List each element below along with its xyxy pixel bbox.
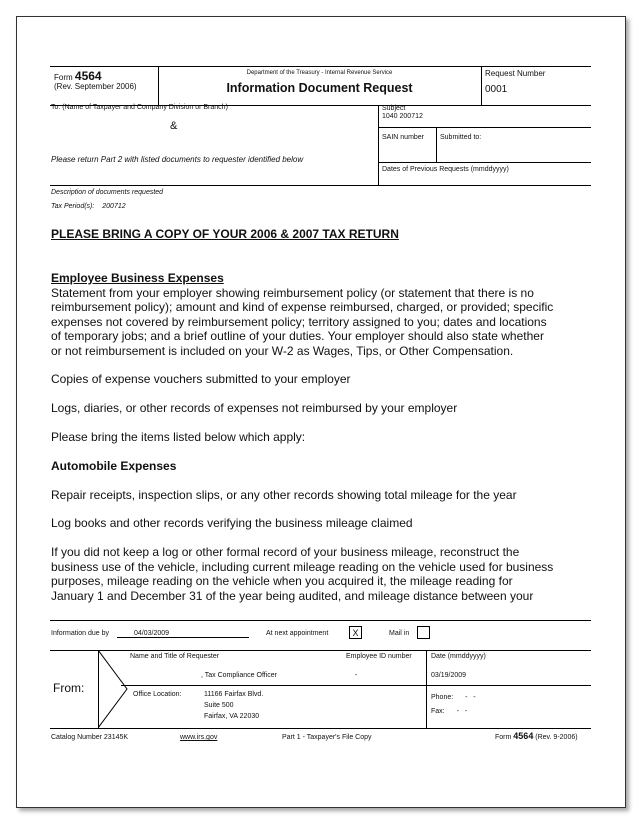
return-note: Please return Part 2 with listed documents to requester identified below (51, 155, 304, 164)
subject-rule (378, 127, 591, 128)
form-id (54, 69, 102, 83)
no-log-line: January 1 and December 31 of the year being audited, and mileage distance between your (51, 588, 534, 603)
from-label: From: (53, 681, 85, 695)
employee-line: expenses not covered by reimbursement policy; territory assigned to you; dates and locations (51, 314, 547, 329)
due-date-underline (117, 637, 249, 638)
sain-label: SAIN number (382, 134, 425, 141)
date-value: 03/19/2009 (431, 672, 467, 679)
phone-value: - - (465, 694, 476, 701)
footer-form-number: 4564 (513, 731, 534, 741)
subject-label: Subject (382, 105, 406, 112)
auto-heading: Automobile Expenses (51, 459, 177, 473)
request-number-label: Request Number (485, 69, 546, 78)
office-line: Fairfax, VA 22030 (204, 713, 260, 720)
date-label: Date (mmddyyyy) (431, 653, 486, 660)
no-log-paragraph (51, 545, 591, 603)
phone (431, 693, 476, 702)
logbooks-item: Log books and other records verifying the business mileage claimed (51, 516, 413, 530)
due-top-rule (50, 620, 591, 621)
form-revision: (Rev. September 2006) (54, 82, 137, 91)
form-number: 4564 (74, 69, 102, 83)
subject-divider (378, 105, 379, 185)
employee-line: or not reimbursement is included on your W-2 as Wages, Tips, or Other Compensation. (51, 343, 514, 358)
phone-label: Phone: (431, 694, 454, 701)
office-line: Suite 500 (204, 702, 234, 709)
office-line: 11166 Fairfax Blvd. (204, 691, 264, 698)
employee-line: of temporary jobs; and a brief outline of your duties. Your employer should also state whether (51, 329, 544, 343)
employee-line: Statement from your employer showing reimbursement policy (or statement that there is no (51, 285, 534, 300)
repair-item: Repair receipts, inspection slips, or any other records showing total mileage for the year (51, 488, 517, 502)
appointment-checkbox[interactable]: X (349, 626, 362, 639)
previous-requests-label: Dates of Previous Requests (mmddyyyy) (382, 166, 509, 173)
to-label: To: (Name of Taxpayer and Company Division or Branch) (51, 104, 228, 111)
date-divider (426, 650, 427, 728)
no-log-line: If you did not keep a log or other formal record of your business mileage, reconstruct the (51, 545, 520, 559)
employee-paragraph (51, 286, 591, 359)
fax-value: - - (456, 708, 468, 715)
tax-period-value: 200712 (102, 203, 126, 210)
subject-value: 1040 200712 (382, 113, 423, 120)
taxpayer-name: & (170, 120, 178, 132)
due-date: 04/03/2009 (134, 630, 170, 637)
fax-label: Fax: (431, 708, 445, 715)
footer-form-id (495, 732, 578, 742)
employee-line: reimbursement policy); amount and kind of expense reimbursed, charged, or provided; specific (51, 300, 554, 314)
tax-period (51, 202, 126, 211)
tax-period-label: Tax Period(s): (51, 203, 95, 210)
employee-id-value: - (355, 672, 358, 679)
please-bring-note: Please bring the items listed below which apply: (51, 430, 306, 444)
requester-value: , Tax Compliance Officer (201, 672, 277, 679)
fax (431, 707, 467, 716)
form-label: Form (54, 73, 73, 82)
header-top-rule (50, 66, 591, 67)
requester-label: Name and Title of Requester (130, 653, 220, 660)
catalog-number: Catalog Number 23145K (51, 734, 129, 741)
previous-rule (378, 162, 591, 163)
request-number: 0001 (485, 84, 508, 95)
logs-item: Logs, diaries, or other records of expenses not reimbursed by your employer (51, 401, 458, 415)
office-address (204, 690, 263, 721)
employee-id-label: Employee ID number (346, 653, 412, 660)
website-link[interactable]: www.irs.gov (180, 734, 218, 741)
part-label: Part 1 - Taxpayer's File Copy (282, 734, 372, 741)
description-label: Description of documents requested (51, 189, 164, 196)
office-rule (121, 685, 591, 686)
mail-label: Mail in (389, 630, 410, 637)
to-bottom-rule (50, 185, 591, 186)
footer-form-label: Form (495, 734, 512, 741)
due-label: Information due by (51, 630, 109, 637)
header-divider-right (481, 66, 482, 105)
form-title: Information Document Request (226, 81, 413, 95)
no-log-line: purposes, mileage reading on the vehicle when you acquired it, the mileage reading for (51, 574, 513, 588)
no-log-line: business use of the vehicle, including current mileage reading on the vehicle used for business (51, 559, 554, 574)
sain-divider (436, 127, 437, 162)
from-arrow-icon (98, 650, 128, 728)
employee-heading: Employee Business Expenses (51, 271, 224, 285)
department-name: Department of the Treasury - Internal Revenue Service (246, 70, 393, 76)
submitted-label: Submitted to: (440, 134, 482, 141)
headline: PLEASE BRING A COPY OF YOUR 2006 & 2007 TAX RETURN (51, 227, 399, 241)
from-bottom-rule (50, 728, 591, 729)
document-page (16, 16, 626, 808)
appointment-label: At next appointment (266, 630, 329, 637)
copies-item: Copies of expense vouchers submitted to your employer (51, 372, 351, 386)
footer-form-rev: (Rev. 9-2006) (535, 734, 578, 741)
office-label: Office Location: (133, 691, 182, 698)
mail-checkbox[interactable] (417, 626, 430, 639)
from-top-rule (50, 650, 591, 651)
